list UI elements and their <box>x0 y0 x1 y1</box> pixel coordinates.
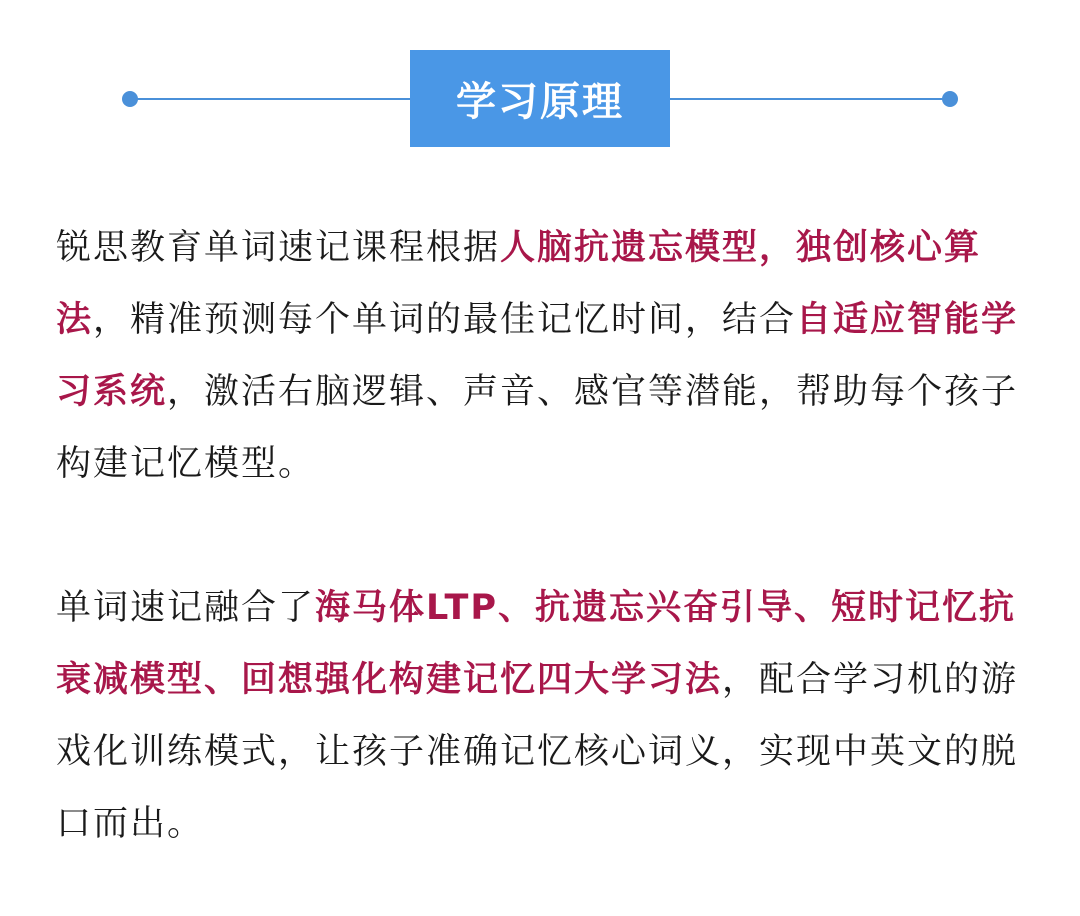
paragraph-intro-highlight-1: 人脑抗遗忘模型，独创核心算法 <box>56 228 982 340</box>
paragraph-intro-text-2: ，精准预测每个单词的最佳记忆时间，结合 <box>93 300 797 340</box>
paragraph-intro-text-1: 锐思教育单词速记课程根据 <box>56 228 501 268</box>
paragraph-methods-text-1: 单词速记融合了 <box>56 588 316 628</box>
paragraph-intro <box>56 212 1031 500</box>
paragraph-methods-text-2: ，配合学习机的游戏化训练模式，让孩子准确记忆核心词义，实现中英文的脱口而出。 <box>56 660 1019 844</box>
header-divider-left <box>130 98 412 100</box>
section-header <box>0 50 1080 147</box>
paragraph-intro-highlight-2: 自适应智能学习系统 <box>56 300 1019 412</box>
header-divider-right <box>668 98 950 100</box>
header-dot-right <box>942 91 958 107</box>
header-dot-left <box>122 91 138 107</box>
section-title: 学习原理 <box>410 50 670 147</box>
paragraph-intro-text-3: ，激活右脑逻辑、声音、感官等潜能，帮助每个孩子构建记忆模型。 <box>56 372 1019 484</box>
paragraph-methods-highlight: 海马体LTP、抗遗忘兴奋引导、短时记忆抗衰减模型、回想强化构建记忆四大学习法 <box>56 588 1017 700</box>
paragraph-methods <box>56 572 1031 860</box>
